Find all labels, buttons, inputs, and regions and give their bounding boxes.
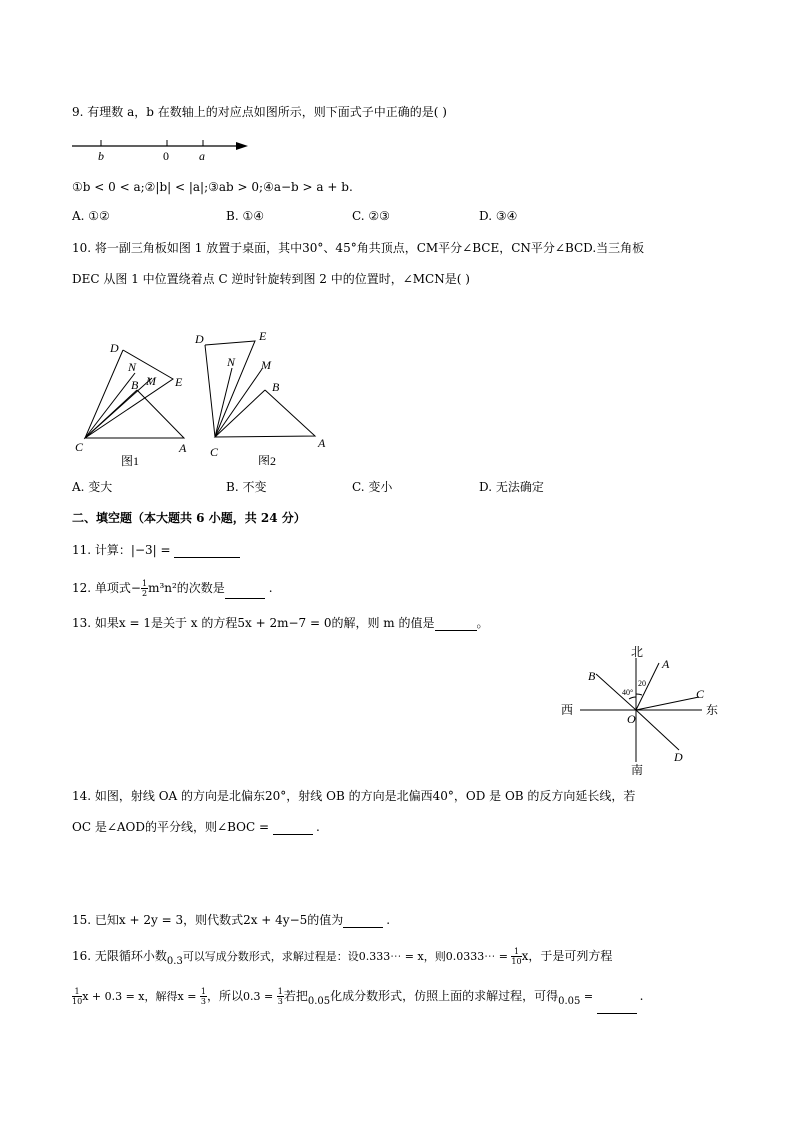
q14-line2-text: OC 是∠AOD的平分线，则∠BOC = xyxy=(72,820,269,834)
label-b: B xyxy=(588,669,596,683)
q9-option-a: A. ①② xyxy=(72,209,110,223)
q12-answer-blank xyxy=(225,576,265,599)
q16-line2f: = xyxy=(580,990,597,1003)
q16-frac1-num: 1 xyxy=(511,947,521,957)
q14-line1: 14. 如图，射线 OA 的方向是北偏东20°，射线 OB 的方向是北偏西40°，OD 是 OB 的反方向延长线，若 xyxy=(72,789,636,803)
label-angle-20: 20 xyxy=(638,679,646,688)
label-a: A xyxy=(318,436,326,450)
label-m: M xyxy=(146,374,156,388)
label-south: 南 xyxy=(631,763,644,777)
arc-40 xyxy=(629,697,636,699)
q9-option-d: D. ③④ xyxy=(479,209,518,223)
q12-frac-den: 2 xyxy=(141,589,148,598)
label-c: C xyxy=(696,687,705,701)
q16-dec4: 0.05 xyxy=(558,996,581,1007)
section-title: 二、填空题（本大题共 6 小题，共 24 分） xyxy=(72,511,306,525)
label-d: D xyxy=(195,332,204,346)
label-c: C xyxy=(75,440,84,454)
figure-2 xyxy=(190,325,340,465)
q15 xyxy=(72,911,390,928)
q12-end: . xyxy=(268,581,273,595)
q10-option-c: C. 变小 xyxy=(352,480,393,494)
number-line-arrow xyxy=(236,142,248,150)
q16-frac4-den: 3 xyxy=(277,997,283,1006)
q16-frac2-den: 10 xyxy=(72,997,83,1006)
q16-line2a: x + 0.3 = x，解得x = xyxy=(82,990,200,1003)
q16-answer-blank xyxy=(597,989,637,1014)
q13-text: 13. 如果x = 1是关于 x 的方程5x + 2m−7 = 0的解，则 m 的值是 xyxy=(72,616,435,630)
label-zero: 0 xyxy=(163,149,169,163)
q9-text: 9. 有理数 a，b 在数轴上的对应点如图所示，则下面式子中正确的是( ) xyxy=(72,105,447,119)
q10-option-d: D. 无法确定 xyxy=(479,480,544,494)
q9-option-c: C. ②③ xyxy=(352,209,390,223)
q16-dec3: 0.05 xyxy=(307,996,331,1007)
caption-fig1: 图1 xyxy=(121,454,140,468)
label-d: D xyxy=(674,750,683,764)
number-line xyxy=(70,134,260,166)
q16-line1c: x，于是可列方程 xyxy=(521,949,613,963)
triangle-bca xyxy=(215,390,315,437)
q16-line2 xyxy=(72,984,643,1014)
q16-frac3-num: 1 xyxy=(200,987,207,996)
q16-line1 xyxy=(72,944,612,974)
figure-1 xyxy=(70,338,210,468)
label-c: C xyxy=(210,445,219,459)
arc-20 xyxy=(636,694,642,695)
q9-option-b: B. ①④ xyxy=(226,209,264,223)
label-a: A xyxy=(662,657,670,671)
caption-fig2: 图2 xyxy=(258,454,277,465)
label-b: B xyxy=(272,380,280,394)
q13-end: 。 xyxy=(476,616,489,630)
q11-answer-blank xyxy=(174,541,240,558)
q16-dec1: 0.3 xyxy=(166,956,183,967)
q16-line1a: 16. 无限循环小数 xyxy=(72,949,167,963)
q9-statements: ①b < 0 < a;②|b| < |a|;③ab > 0;④a−b > a + b. xyxy=(72,180,353,194)
q14-end: . xyxy=(316,820,320,834)
q12 xyxy=(72,576,273,599)
q10-line1: 10. 将一副三角板如图 1 放置于桌面，其中30°、45°角共顶点，CM平分∠BCE，CN平分∠BCD.当三角板 xyxy=(72,241,645,255)
label-e: E xyxy=(259,329,267,343)
label-north: 北 xyxy=(631,645,644,659)
ray-cn xyxy=(85,373,135,438)
q15-text: 15. 已知x + 2y = 3，则代数式2x + 4y−5的值为 xyxy=(72,913,344,927)
q16-line1b: 可以写成分数形式，求解过程是：设0.333⋯ = x，则0.0333⋯ = xyxy=(182,950,512,963)
q16-frac4 xyxy=(277,987,284,1006)
q13-answer-blank xyxy=(435,614,477,631)
q16-frac4-num: 1 xyxy=(277,987,283,996)
q16-frac3-den: 3 xyxy=(200,997,207,1006)
label-a: a xyxy=(199,149,205,163)
label-m: M xyxy=(261,358,271,372)
label-n: N xyxy=(128,360,137,374)
q16-line2c: = xyxy=(260,990,277,1003)
q11 xyxy=(72,541,240,558)
q16-frac1-den: 10 xyxy=(511,957,522,966)
triangle-bca xyxy=(85,390,184,438)
label-n: N xyxy=(227,355,236,369)
label-e: E xyxy=(175,375,183,389)
q16-frac1 xyxy=(511,947,521,966)
q10-line2: DEC 从图 1 中位置绕着点 C 逆时针旋转到图 2 中的位置时，∠MCN是( ) xyxy=(72,272,470,286)
compass-figure xyxy=(556,640,726,780)
ray-od xyxy=(636,710,679,750)
label-d: D xyxy=(110,341,119,355)
q16-end: . xyxy=(639,989,644,1003)
q12-prefix: 12. 单项式− xyxy=(72,581,141,595)
q16-line2b: ，所以 xyxy=(207,989,244,1003)
ray-oc xyxy=(636,697,699,710)
q16-frac2 xyxy=(72,987,82,1006)
label-b: B xyxy=(131,378,139,392)
q11-text: 11. 计算：|−3| = xyxy=(72,543,175,557)
q10-option-a: A. 变大 xyxy=(72,480,113,494)
label-west: 西 xyxy=(561,703,574,717)
q13 xyxy=(72,614,489,631)
ray-cm xyxy=(215,369,262,437)
q16-line2e: 化成分数形式，仿照上面的求解过程，可得 xyxy=(330,989,559,1003)
q10-option-b: B. 不变 xyxy=(226,480,267,494)
q16-frac3 xyxy=(200,987,207,1006)
q15-end: . xyxy=(386,913,391,927)
q16-line2d: 若把 xyxy=(283,989,308,1003)
q16-dec2: 0.3 xyxy=(243,990,261,1003)
q16-frac2-num: 1 xyxy=(72,987,82,997)
label-east: 东 xyxy=(706,703,719,717)
q12-frac-num: 1 xyxy=(141,579,148,588)
label-a: A xyxy=(179,441,187,455)
label-b: b xyxy=(98,149,104,163)
label-o: O xyxy=(627,712,636,726)
label-angle-40: 40° xyxy=(622,688,634,697)
q12-fraction xyxy=(141,579,148,598)
q15-answer-blank xyxy=(343,911,383,928)
q14-answer-blank xyxy=(273,818,313,835)
q12-suffix: m³n²的次数是 xyxy=(148,581,225,595)
q14-line2 xyxy=(72,818,320,835)
